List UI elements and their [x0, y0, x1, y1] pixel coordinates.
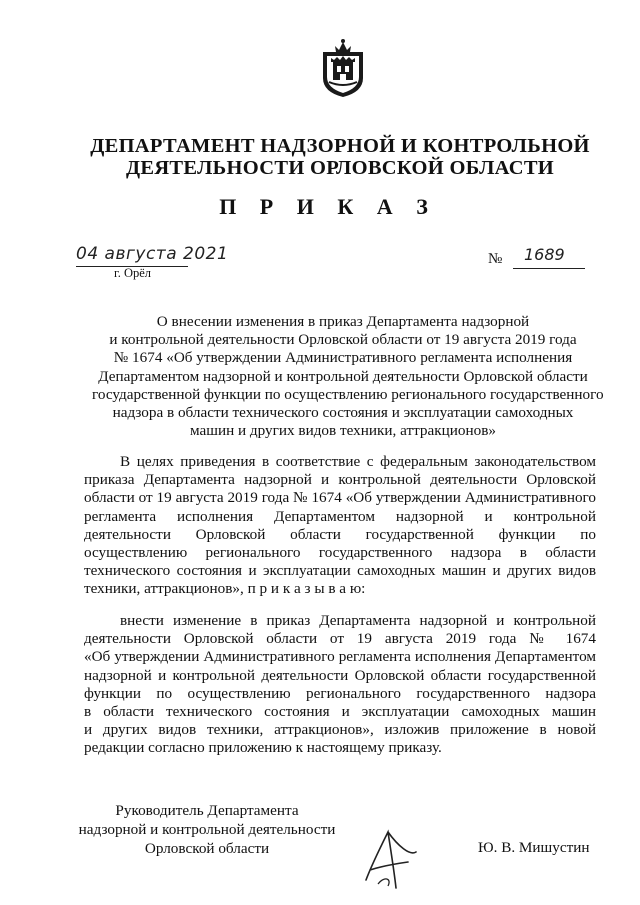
paragraph-line: в области технического состояния и эксплуатации самоходных машин [84, 703, 596, 721]
department-title-line1: ДЕПАРТАМЕНТ НАДЗОРНОЙ И КОНТРОЛЬНОЙ [90, 135, 590, 157]
paragraph-line: внести изменение в приказ Департамента надзорной и контрольной [120, 612, 596, 629]
handwritten-signature-icon [358, 822, 422, 894]
paragraph-line: регламента исполнения Департаментом надзорной и контрольной [84, 507, 596, 525]
signatory-name: Ю. В. Мишустин [478, 839, 590, 856]
role-line: надзорной и контрольной деятельности [78, 821, 336, 838]
role-line: Орловской области [144, 840, 270, 857]
paragraph-line: редакции согласно приложению к настоящему приказу. [84, 739, 442, 757]
paragraph-line: технического состояния и эксплуатации самоходных машин и других видов [84, 562, 596, 580]
subject-line: О внесении изменения в приказ Департамента надзорной [156, 313, 530, 330]
role-line: Руководитель Департамента [115, 802, 299, 819]
subject-line: государственной функции по осуществлению регионального государственного [92, 385, 604, 403]
subject-line: № 1674 «Об утверждении Административного регламента исполнения [113, 349, 573, 367]
order-subject [92, 313, 604, 440]
subject-line: и контрольной деятельности Орловской области от 19 августа 2019 года [109, 331, 577, 349]
subject-line: надзора в области технического состояния и эксплуатации самоходных [112, 404, 574, 422]
paragraph-line: техники, аттракционов», п р и к а з ы в а ю: [84, 580, 366, 598]
paragraph-line: и других видов техники, аттракционов», изложив приложение в новой [84, 721, 596, 739]
paragraph-line: функции по осуществлению регионального государственного надзора [84, 684, 596, 702]
paragraph-line: надзорной и контрольной деятельности Орловской области государственной [84, 666, 596, 684]
signatory-role [76, 801, 338, 858]
number-sign: № [488, 251, 503, 267]
subject-line: машин и других видов техники, аттракционов» [190, 422, 496, 440]
paragraph-line: приказа Департамента надзорной и контрольной деятельности Орловской [84, 471, 596, 489]
number-underline [513, 268, 585, 269]
handwritten-number: 1689 [524, 245, 565, 264]
handwritten-date: 04 августа 2021 [76, 244, 229, 264]
paragraph-line: деятельности Орловской области от 19 августа 2019 года № 1674 [84, 630, 596, 648]
subject-line: Департаментом надзорной и контрольной деятельности Орловской области [98, 367, 588, 385]
paragraph-line: области от 19 августа 2019 года № 1674 «Об утверждении Административного [84, 489, 596, 507]
paragraph-line: «Об утверждении Административного регламента исполнения Департаментом [84, 648, 596, 666]
preamble-paragraph [84, 453, 596, 599]
paragraph-line: осуществлению регионального государственного надзора в области [84, 544, 596, 562]
order-paragraph [84, 612, 596, 758]
paragraph-line: деятельности Орловской области государственной функции по [84, 525, 596, 543]
department-title-line2: ДЕЯТЕЛЬНОСТИ ОРЛОВСКОЙ ОБЛАСТИ [125, 157, 555, 179]
document-type-title: П Р И К А З [219, 194, 437, 219]
coat-of-arms-icon [317, 38, 369, 98]
city-label: г. Орёл [114, 266, 152, 280]
paragraph-line: В целях приведения в соответствие с федеральным законодательством [120, 453, 596, 470]
